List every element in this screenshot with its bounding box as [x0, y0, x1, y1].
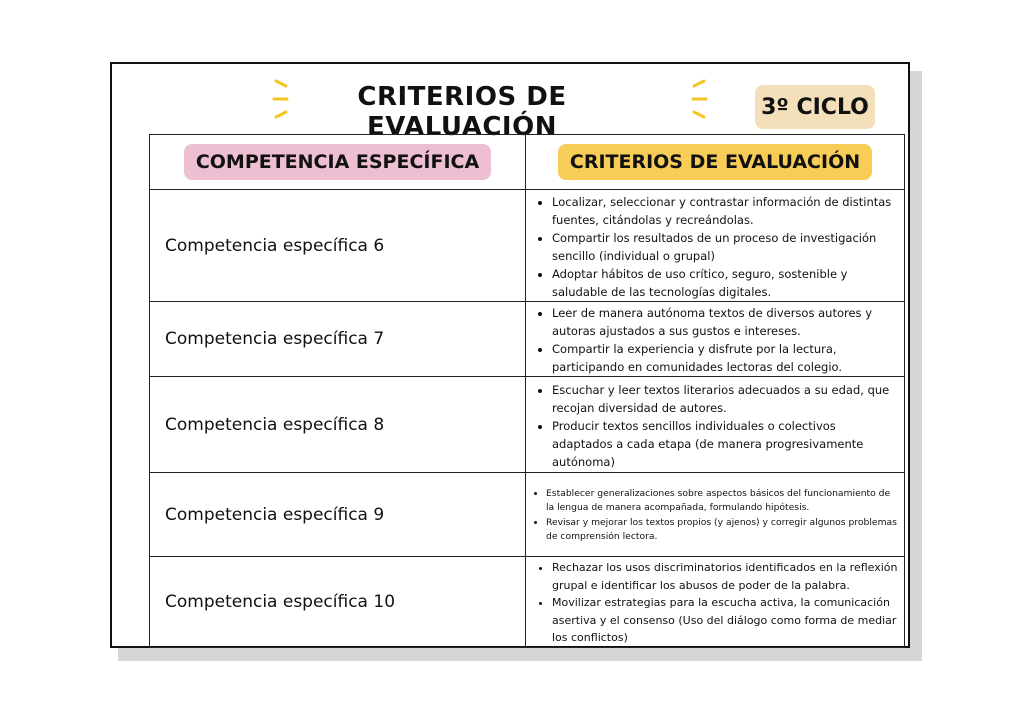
- table-row: [150, 557, 905, 648]
- criteria-table: [149, 134, 905, 648]
- table-row: [150, 377, 905, 473]
- table-row: [150, 302, 905, 377]
- header-criterios-label: CRITERIOS DE EVALUACIÓN: [558, 144, 872, 180]
- criterio-item: • Revisar y mejorar los textos propios (y ajenos) y corregir algunos problemas de comprensión lectora.: [546, 516, 898, 545]
- criterios-cell: [526, 473, 905, 557]
- header-competencia: [150, 135, 526, 190]
- competencia-cell: Competencia específica 10: [150, 557, 526, 648]
- criterio-item: • Leer de manera autónoma textos de diversos autores y autoras ajustados a sus gustos e intereses.: [552, 304, 898, 340]
- criterio-item: • Compartir los resultados de un proceso de investigación sencillo (individual o grupal): [552, 229, 898, 265]
- competencia-cell: Competencia específica 8: [150, 377, 526, 473]
- competencia-cell: Competencia específica 9: [150, 473, 526, 557]
- table-header-row: [150, 135, 905, 190]
- sparkle-left-icon: [270, 76, 292, 122]
- page-title: CRITERIOS DE EVALUACIÓN: [357, 82, 567, 142]
- criterios-cell: [526, 377, 905, 473]
- table-row: [150, 473, 905, 557]
- sparkle-right-icon: [688, 76, 710, 122]
- criterios-cell: [526, 302, 905, 377]
- criterio-item: • Escuchar y leer textos literarios adecuados a su edad, que recojan diversidad de autores.: [552, 381, 898, 417]
- worksheet-card: [110, 62, 910, 648]
- table-row: [150, 190, 905, 302]
- header-competencia-label: COMPETENCIA ESPECÍFICA: [184, 144, 491, 180]
- competencia-cell: Competencia específica 6: [150, 190, 526, 302]
- criterio-item: • Compartir la experiencia y disfrute por la lectura, participando en comunidades lectoras del colegio.: [552, 340, 898, 376]
- criterio-item: • Rechazar los usos discriminatorios identificados en la reflexión grupal e identificar los abusos de poder de la palabra.: [552, 559, 898, 594]
- criterio-item: • Producir textos sencillos individuales o colectivos adaptados a cada etapa (de manera progresivamente autónoma): [552, 417, 898, 471]
- criterio-item: • Adoptar hábitos de uso crítico, seguro, sostenible y saludable de las tecnologías digitales.: [552, 265, 898, 301]
- criterio-item: • Localizar, seleccionar y contrastar información de distintas fuentes, citándolas y recreándolas.: [552, 193, 898, 229]
- criterios-cell: [526, 190, 905, 302]
- criterios-cell: [526, 557, 905, 648]
- header-criterios: [526, 135, 905, 190]
- criterio-item: • Movilizar estrategias para la escucha activa, la comunicación asertiva y el consenso (Uso del diálogo como forma de mediar los conflictos): [552, 594, 898, 647]
- criterio-item: • Establecer generalizaciones sobre aspectos básicos del funcionamiento de la lengua de manera acompañada, formulando hipótesis.: [546, 487, 898, 516]
- cycle-badge: 3º CICLO: [755, 85, 875, 129]
- competencia-cell: Competencia específica 7: [150, 302, 526, 377]
